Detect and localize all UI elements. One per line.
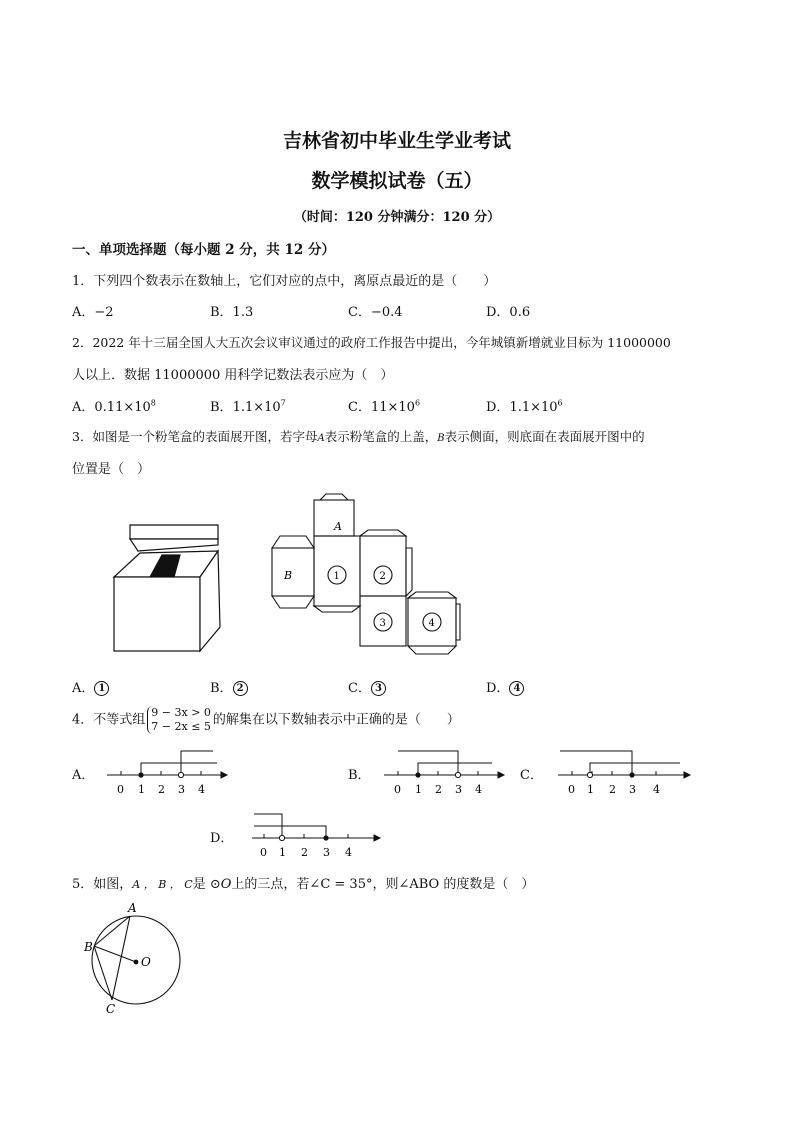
svg-text:0: 0 — [260, 846, 267, 859]
circle-figure — [78, 900, 198, 1018]
svg-text:4: 4 — [345, 846, 352, 859]
number-line-c — [556, 745, 696, 797]
svg-text:2: 2 — [609, 783, 616, 796]
q2-stem-line1: 2．2022 年十三届全国人大五次会议审议通过的政府工作报告中提出，今年城镇新增就业目标为 11000000 — [72, 335, 671, 350]
box-net-figure — [262, 490, 467, 660]
q1-option-a: A．−2 — [72, 305, 114, 320]
q4-option-c: C． — [520, 768, 543, 783]
q4-option-a: A． — [72, 768, 95, 783]
svg-text:2: 2 — [301, 846, 308, 859]
exam-meta: （时间：120 分钟满分：120 分） — [293, 210, 501, 225]
q1-option-c: C．−0.4 — [348, 305, 403, 320]
svg-text:1: 1 — [138, 783, 145, 796]
net-label-a: A — [334, 520, 342, 533]
svg-text:4: 4 — [198, 783, 205, 796]
net-label-1: 1 — [333, 571, 340, 582]
q2-option-b: B．$1.1\times 10^7$ — [210, 398, 286, 415]
svg-text:2: 2 — [158, 783, 165, 796]
q3-option-b: B． 2 — [210, 677, 248, 696]
svg-text:3: 3 — [323, 846, 330, 859]
svg-text:3: 3 — [178, 783, 185, 796]
svg-text:3: 3 — [455, 783, 462, 796]
q1-option-b: B．1.3 — [210, 305, 254, 320]
net-label-2: 2 — [379, 571, 386, 582]
number-line-b — [382, 745, 507, 797]
svg-text:3: 3 — [629, 783, 636, 796]
svg-text:0: 0 — [394, 783, 401, 796]
q3-option-a: A． 1 — [72, 677, 109, 696]
number-line-a — [105, 745, 230, 797]
q2-stem-line2: 人以上．数据 11000000 用科学记数法表示应为（ ） — [72, 368, 394, 383]
q3-option-d: D． 4 — [486, 677, 524, 696]
net-label-b: B — [284, 569, 293, 582]
number-line-d — [248, 808, 388, 860]
net-label-3: 3 — [379, 618, 386, 629]
center-o-label: O — [141, 955, 151, 969]
q3-stem-line2: 位置是（ ） — [72, 462, 151, 477]
svg-text:4: 4 — [653, 783, 660, 796]
svg-text:2: 2 — [435, 783, 442, 796]
chalk-box-figure — [100, 515, 230, 655]
q2-option-c: C．$11\times 10^6$ — [348, 398, 421, 415]
svg-text:1: 1 — [587, 783, 594, 796]
svg-text:4: 4 — [475, 783, 482, 796]
svg-text:1: 1 — [279, 846, 286, 859]
point-b-label: B — [84, 940, 93, 954]
q2-option-a: A．$0.11\times 10^8$ — [72, 398, 156, 415]
q4-stem: 4．不等式组 9 − 3x > 0 7 − 2x ≤ 5 的解集在以下数轴表示中正确的是（ ） — [72, 706, 460, 733]
q1-stem: 1．下列四个数表示在数轴上，它们对应的点中，离原点最近的是（ ） — [72, 274, 497, 289]
q2-option-d: D．$1.1\times 10^6$ — [486, 398, 563, 415]
q3-option-c: C． 3 — [348, 677, 386, 696]
point-c-label: C — [106, 1002, 116, 1016]
svg-text:0: 0 — [117, 783, 124, 796]
svg-text:1: 1 — [415, 783, 422, 796]
q5-stem: 5．如图，A ， B ， C是 ⊙O上的三点，若∠C = 35°，则∠ABO 的度数是（ ） — [72, 877, 535, 892]
point-a-label: A — [128, 901, 137, 915]
section-heading: 一、单项选择题（每小题 2 分，共 12 分） — [72, 242, 335, 258]
svg-text:0: 0 — [568, 783, 575, 796]
q4-option-b: B． — [348, 768, 371, 783]
exam-subtitle: 数学模拟试卷（五） — [311, 170, 483, 192]
q4-option-d: D． — [210, 831, 234, 846]
q3-stem-line1: 3．如图是一个粉笔盒的表面展开图，若字母A表示粉笔盒的上盖，B表示侧面，则底面在表面展开图中的 — [72, 429, 645, 444]
net-label-4: 4 — [428, 618, 435, 629]
inequality-system: 9 − 3x > 0 7 − 2x ≤ 5 — [147, 706, 211, 734]
q1-option-d: D．0.6 — [486, 305, 531, 320]
exam-title: 吉林省初中毕业生学业考试 — [282, 130, 511, 152]
